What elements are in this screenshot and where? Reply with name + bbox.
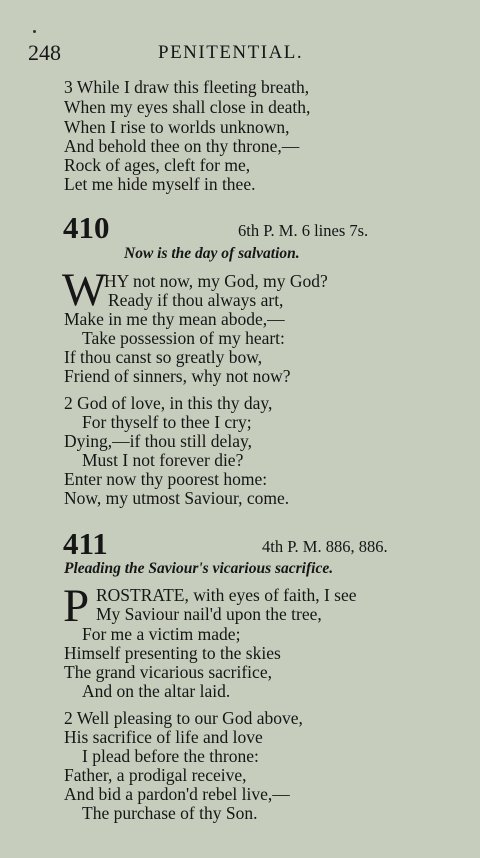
verse-line: 2 Well pleasing to our God above, <box>64 708 303 728</box>
verse-line: Father, a prodigal receive, <box>64 765 247 785</box>
verse-line: Friend of sinners, why not now? <box>64 366 291 386</box>
verse-line: 2 God of love, in this thy day, <box>64 393 273 413</box>
verse-line: 3 While I draw this fleeting breath, <box>64 77 310 97</box>
hymn-number: 411 <box>63 526 108 561</box>
verse-line: For me a victim made; <box>82 624 241 644</box>
verse-line: Make in me thy mean abode,— <box>64 309 285 329</box>
running-head: PENITENTIAL. <box>158 42 304 63</box>
verse-line: My Saviour nail'd upon the tree, <box>96 604 322 624</box>
verse-line: Himself presenting to the skies <box>64 643 281 663</box>
verse-line: Dying,—if thou still delay, <box>64 431 252 451</box>
hymn-number: 410 <box>63 210 110 245</box>
verse-line: For thyself to thee I cry; <box>82 412 252 432</box>
drop-cap: P <box>63 580 90 632</box>
verse-line: Let me hide myself in thee. <box>64 174 256 194</box>
hymn-subtitle: Now is the day of salvation. <box>124 245 300 262</box>
verse-line: I plead before the throne: <box>82 746 259 766</box>
verse-line: And on the altar laid. <box>82 681 231 701</box>
verse-line: ROSTRATE, with eyes of faith, I see <box>96 585 357 605</box>
verse-line: Rock of ages, cleft for me, <box>64 155 251 175</box>
verse-line: HY not now, my God, my God? <box>104 271 328 291</box>
verse-line: And bid a pardon'd rebel live,— <box>64 784 290 804</box>
page-number: 248 <box>28 40 61 65</box>
verse-line: And behold thee on thy throne,— <box>64 136 300 156</box>
verse-line: When I rise to worlds unknown, <box>64 117 290 137</box>
verse-line: Now, my utmost Saviour, come. <box>64 488 290 508</box>
print-speck <box>33 30 36 33</box>
verse-line: His sacrifice of life and love <box>64 727 263 747</box>
verse-line: The grand vicarious sacrifice, <box>64 662 272 682</box>
verse-line: Take possession of my heart: <box>82 328 285 348</box>
drop-cap: W <box>62 264 107 316</box>
verse-line: When my eyes shall close in death, <box>64 97 311 117</box>
verse-line: If thou canst so greatly bow, <box>64 347 263 367</box>
verse-line: Must I not forever die? <box>82 450 244 470</box>
hymn-subtitle: Pleading the Saviour's vicarious sacrifice. <box>64 560 334 577</box>
meter-label: 6th P. M. 6 lines 7s. <box>238 221 369 240</box>
verse-line: Enter now thy poorest home: <box>64 469 268 489</box>
verse-line: The purchase of thy Son. <box>82 803 258 823</box>
verse-line: Ready if thou always art, <box>108 290 284 310</box>
meter-label: 4th P. M. 886, 886. <box>262 537 388 556</box>
